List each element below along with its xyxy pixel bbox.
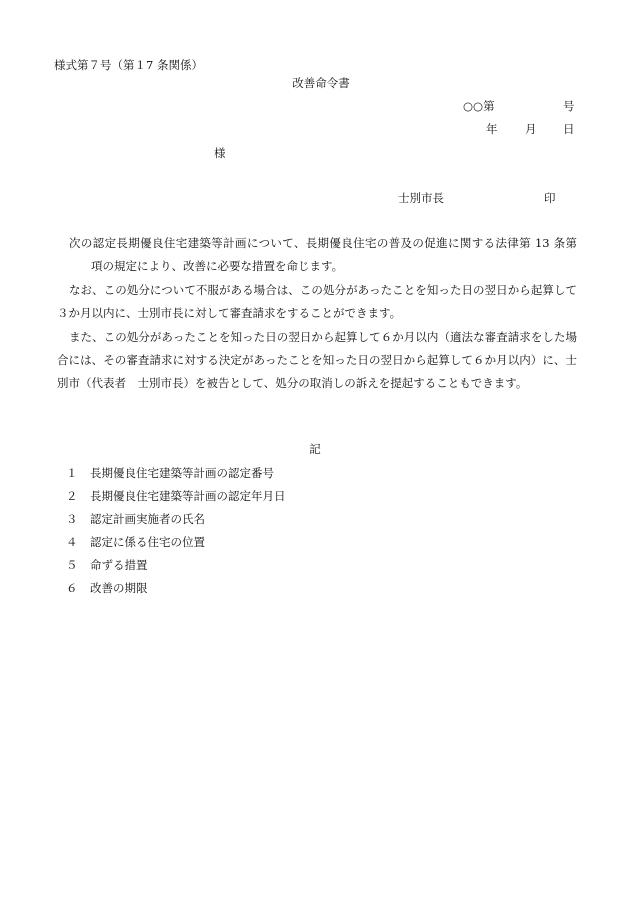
ki-heading: 記 — [309, 442, 321, 456]
issuer-name: 士別市長 — [398, 191, 444, 205]
document-number-prefix: ○○第 — [463, 99, 495, 113]
date-year-label: 年 — [486, 122, 498, 136]
item-label: 認定計画実施者の氏名 — [90, 512, 205, 527]
order-paragraph-text-b: 項の規定により、改善に必要な措置を命じます。 — [91, 259, 344, 274]
order-body — [57, 232, 577, 396]
item-label: 長期優良住宅建築等計画の認定番号 — [90, 466, 274, 480]
item-list — [66, 462, 286, 601]
document-number-suffix: 号 — [563, 99, 575, 113]
item-label: 命ずる措置 — [90, 558, 148, 573]
appeal-notice-paragraph: なお、この処分について不服がある場合は、この処分があったことを知った日の翌日から起算して３か月以内に、士別市長に対して審査請求をすることができます。 — [57, 282, 577, 321]
item-label: 長期優良住宅建築等計画の認定年月日 — [90, 489, 286, 504]
item-number: ４ — [66, 535, 78, 550]
date-day-label: 日 — [563, 122, 575, 136]
date-month-label: 月 — [525, 122, 537, 136]
seal-mark: 印 — [544, 191, 556, 205]
list-item — [66, 554, 286, 577]
item-label: 認定に係る住宅の位置 — [90, 535, 205, 550]
order-paragraph-text-a: 次の認定長期優良住宅建築等計画について、長期優良住宅の普及の促進に関する法律第 13 条第 — [69, 236, 577, 250]
list-item — [66, 508, 286, 531]
form-number: 様式第７号（第１7 条関係） — [54, 58, 203, 72]
list-item — [66, 577, 286, 600]
list-item — [66, 485, 286, 508]
item-number: ５ — [66, 558, 78, 573]
list-item — [66, 531, 286, 554]
item-number: ６ — [66, 581, 78, 596]
item-number: ３ — [66, 512, 78, 527]
lawsuit-notice-paragraph: また、この処分があったことを知った日の翌日から起算して６か月以内（適法な審査請求をした場合には、その審査請求に対する決定があったことを知った日の翌日から起算して６か月以内）に、士別市（代表者 士別市長）を被告として、処分の取消しの訴えを提起することもできます。 — [57, 329, 577, 391]
order-paragraph — [57, 232, 577, 279]
item-number: ２ — [66, 489, 78, 504]
document-title: 改善命令書 — [292, 76, 350, 90]
item-number: １ — [66, 466, 78, 480]
item-label: 改善の期限 — [90, 581, 148, 596]
addressee-honorific: 様 — [214, 146, 226, 160]
list-item — [66, 462, 286, 485]
